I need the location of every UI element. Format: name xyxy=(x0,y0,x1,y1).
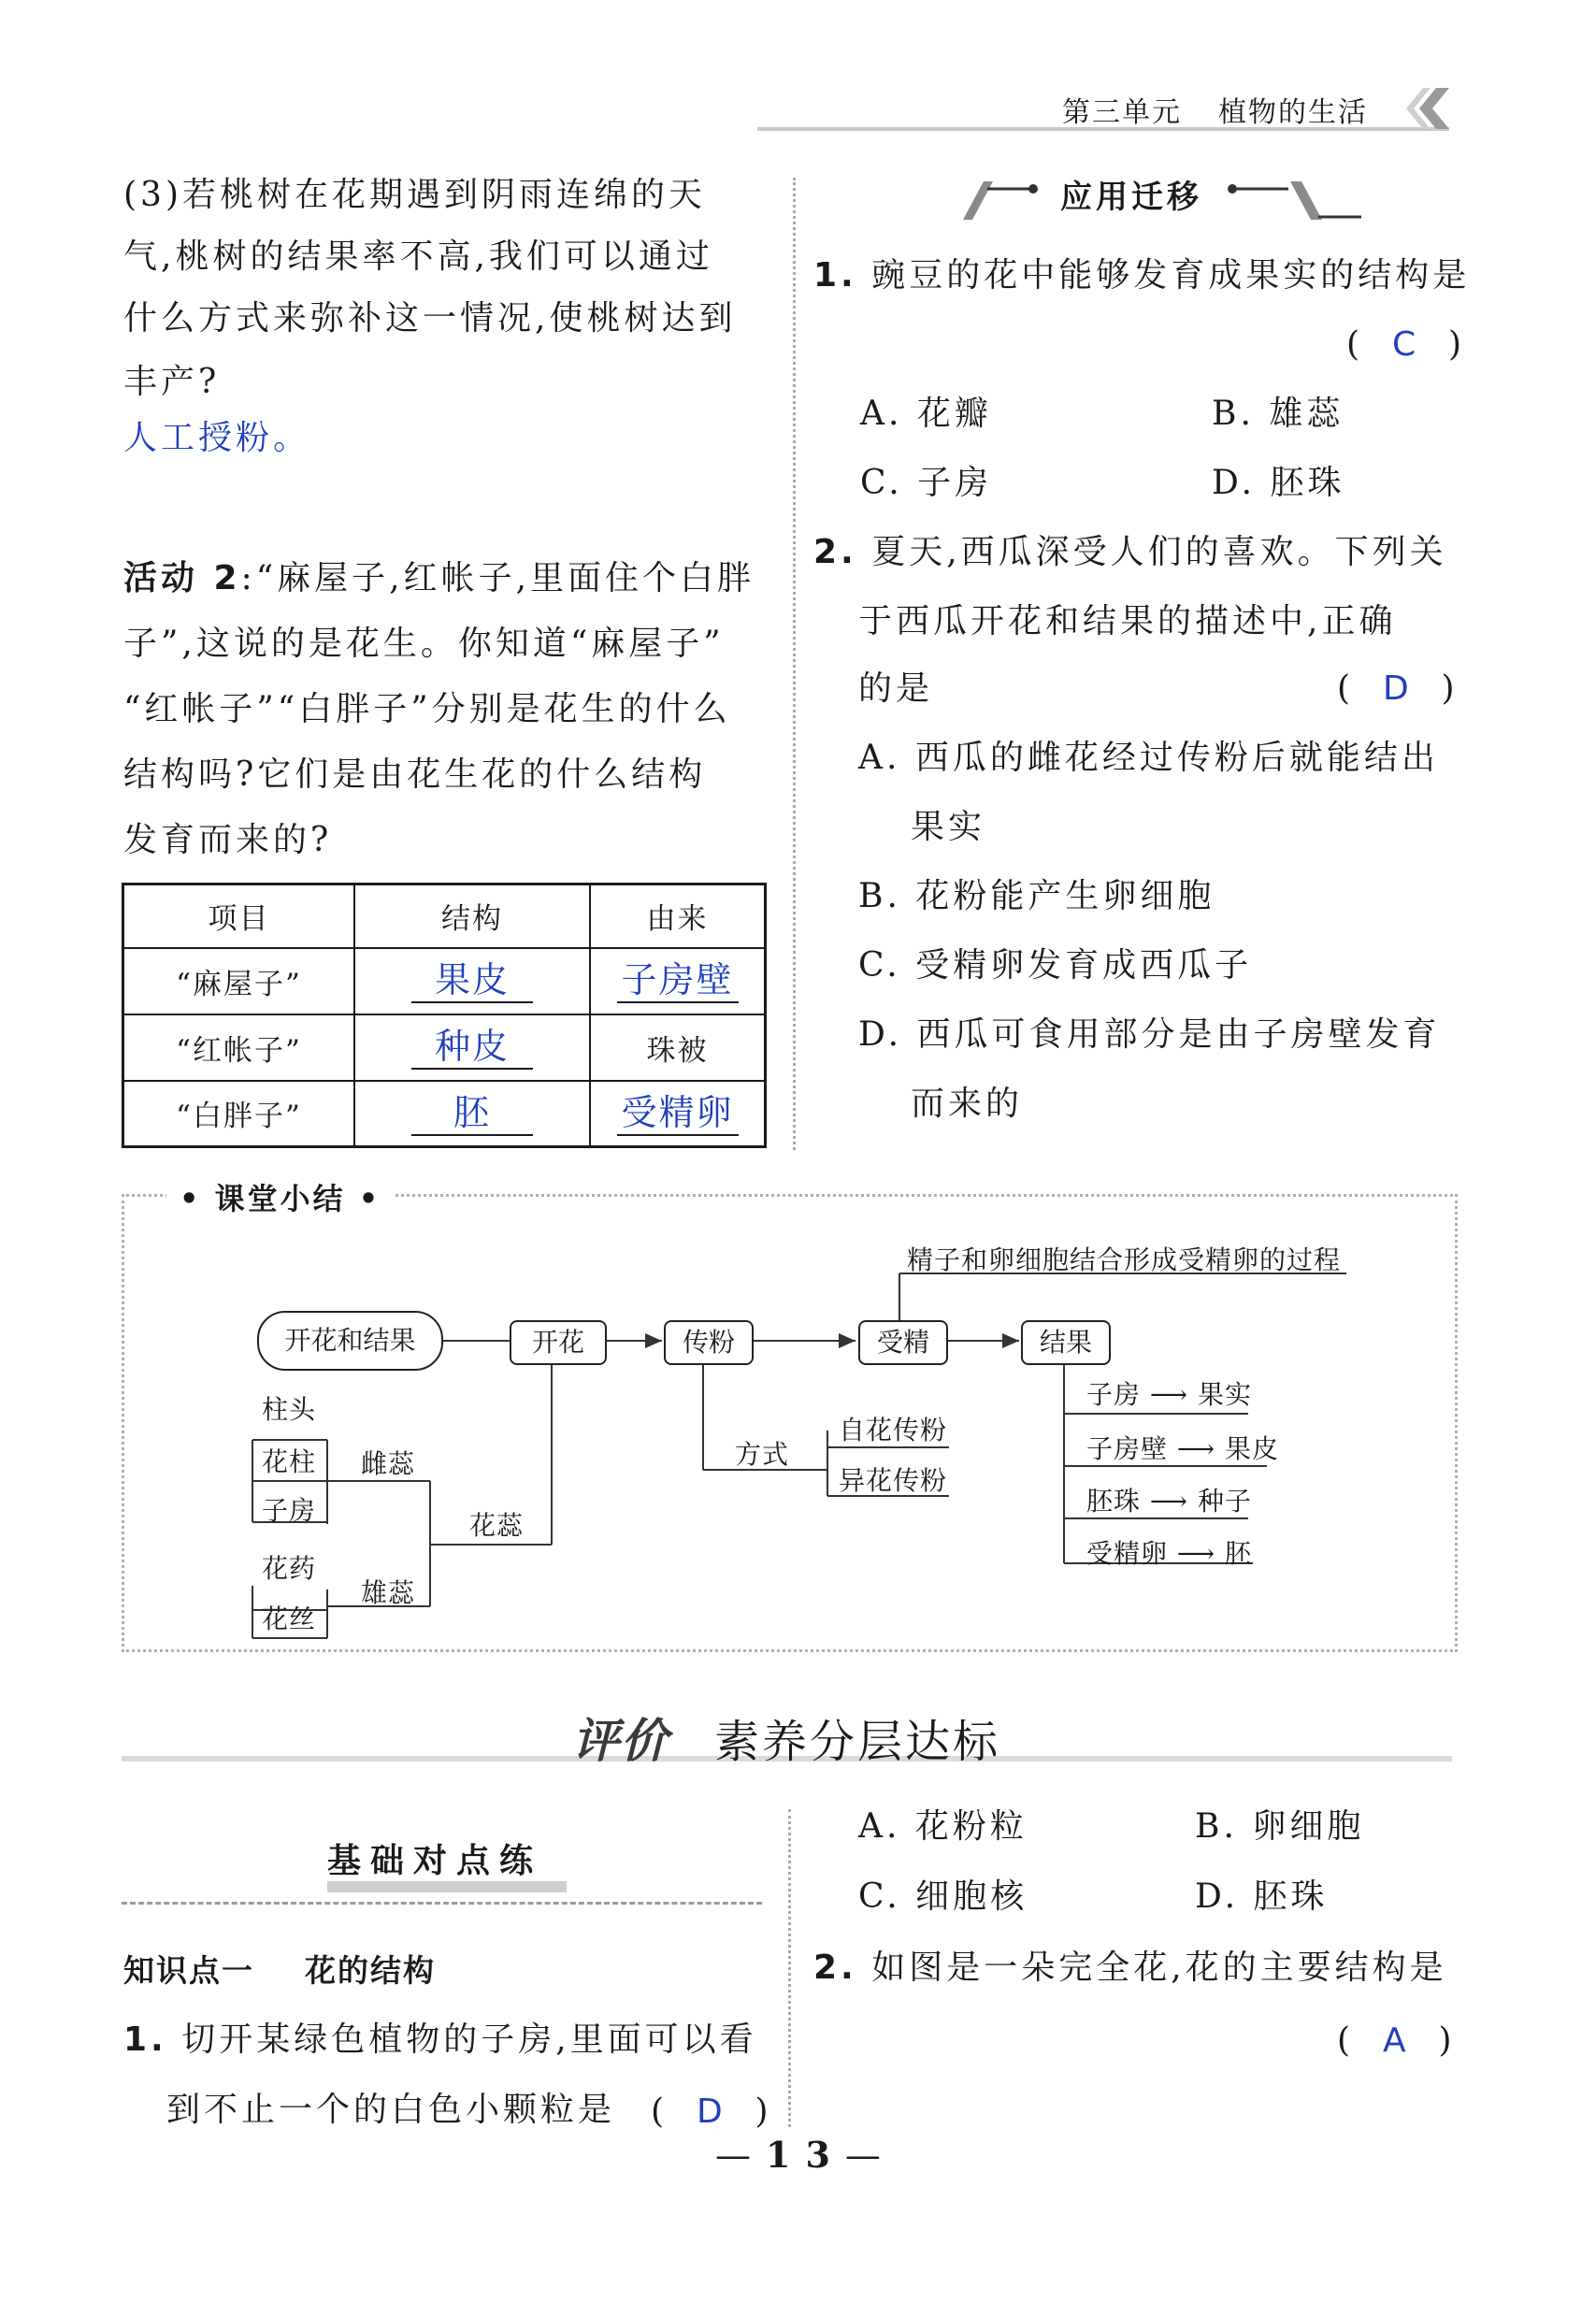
stamen-label: 雄蕊 xyxy=(361,1577,416,1608)
option: D. 西瓜可食用部分是由子房壁发育 xyxy=(858,1015,1441,1054)
diagram-root-node: 开花和结果 xyxy=(257,1311,443,1371)
question-stem: 于西瓜开花和结果的描述中,正确 xyxy=(858,602,1397,640)
page-number-dash: — xyxy=(715,2135,766,2176)
pollination-type: 自花传粉 xyxy=(839,1415,948,1445)
activity2-line: 发育而来的? xyxy=(123,821,333,859)
answer-choice: C xyxy=(1391,325,1420,364)
page-number: 13 xyxy=(766,2134,845,2176)
unit-label: 第三单元 xyxy=(1062,96,1182,129)
pistil-part: 花柱 xyxy=(262,1446,317,1477)
knowledge-point: 知识点一 花的结构 xyxy=(123,1952,436,1989)
stamen-part: 花药 xyxy=(262,1553,317,1584)
option: A. 西瓜的雌花经过传粉后就能结出 xyxy=(858,739,1439,777)
fruit-result: 子房 ⟶ 果实 xyxy=(1086,1379,1252,1410)
q3-line: 气,桃树的结果率不高,我们可以通过 xyxy=(123,237,713,276)
table-cell-item: “白胖子” xyxy=(123,1081,355,1147)
evaluation-word: 评价 xyxy=(572,1714,669,1768)
option: B. 花粉能产生卵细胞 xyxy=(858,877,1215,915)
eval-q2-stem xyxy=(813,1934,1447,2003)
page-number-dash: — xyxy=(844,2135,896,2176)
answer-fill: 子房壁 xyxy=(617,958,739,1003)
stamen-part: 花丝 xyxy=(262,1604,317,1634)
activity2-label: 活动 2 xyxy=(123,559,241,597)
practice-title: 基础对点练 xyxy=(327,1842,543,1880)
option: C. 受精卵发育成西瓜子 xyxy=(858,946,1253,985)
option: 而来的 xyxy=(911,1085,1024,1123)
answer-bracket: ( D ) xyxy=(1337,669,1459,708)
pollination-type: 异花传粉 xyxy=(839,1465,948,1496)
question-number: 2. xyxy=(813,533,857,571)
q3-line: 丰产? xyxy=(123,363,221,401)
fruit-result: 受精卵 ⟶ 胚 xyxy=(1086,1538,1252,1569)
question-stem: 的是 xyxy=(858,669,934,708)
activity2-line: 子”,这说的是花生。你知道“麻屋子” xyxy=(123,625,725,663)
question-stem: 豌豆的花中能够发育成果实的结构是 xyxy=(871,256,1471,295)
activity2-text: :“麻屋子,红帐子,里面住个白胖 xyxy=(240,559,755,597)
question-stem: 到不止一个的白色小颗粒是 xyxy=(166,2091,616,2129)
option: B. 雄蕊 xyxy=(1212,395,1344,433)
answer-fill: 种皮 xyxy=(411,1025,533,1070)
column-divider xyxy=(788,1809,791,2127)
activity2-line: 结构吗?它们是由花生花的什么结构 xyxy=(123,755,707,794)
answer-fill: 受精卵 xyxy=(617,1091,739,1136)
option: C. 细胞核 xyxy=(858,1877,1028,1916)
option: B. 卵细胞 xyxy=(1195,1807,1365,1846)
table-cell-item: “麻屋子” xyxy=(123,948,355,1014)
question-number: 1. xyxy=(813,256,857,295)
question-stem: 夏天,西瓜深受人们的喜欢。下列关 xyxy=(871,533,1447,571)
summary-title-text: 课堂小结 xyxy=(214,1181,346,1216)
activity2-line: “红帐子”“白胖子”分别是花生的什么 xyxy=(123,690,731,728)
practice-underline xyxy=(327,1881,567,1892)
q3-line: 什么方式来弥补这一情况,使桃树达到 xyxy=(123,299,737,338)
answer-choice: D xyxy=(696,2092,726,2131)
answer-choice: A xyxy=(1382,2021,1410,2060)
option: A. 花瓣 xyxy=(860,395,992,433)
pollination-method-label: 方式 xyxy=(735,1439,790,1470)
option: D. 胚珠 xyxy=(1212,464,1345,502)
table-cell-origin: 珠被 xyxy=(590,1014,766,1081)
diagram-node-pollination: 传粉 xyxy=(664,1320,754,1365)
answer-fill: 胚 xyxy=(411,1091,533,1136)
pistil-part: 子房 xyxy=(262,1495,317,1526)
question-stem: 切开某绿色植物的子房,里面可以看 xyxy=(181,2021,757,2059)
table-cell-item: “红帐子” xyxy=(123,1014,355,1081)
table-header: 结构 xyxy=(354,884,590,948)
pistil-label: 雌蕊 xyxy=(361,1448,416,1479)
q3-line: (3)若桃树在花期遇到阴雨连绵的天 xyxy=(123,176,706,214)
diagram-node-fruiting: 结果 xyxy=(1021,1320,1111,1365)
diagram-node-fertilization: 受精 xyxy=(858,1320,948,1365)
application-title: 应用迁移 xyxy=(1060,179,1202,216)
answer-fill: 果皮 xyxy=(411,958,533,1003)
answer-choice: D xyxy=(1382,669,1413,708)
chapter-label: 植物的生活 xyxy=(1218,96,1368,129)
option: A. 花粉粒 xyxy=(858,1807,1028,1846)
q3-answer: 人工授粉。 xyxy=(123,419,311,457)
fruit-result: 胚珠 ⟶ 种子 xyxy=(1086,1486,1252,1517)
answer-bracket: ( D ) xyxy=(651,2092,772,2131)
option: C. 子房 xyxy=(860,464,993,502)
evaluation-title: 素养分层达标 xyxy=(714,1716,1001,1768)
summary-title: • 课堂小结 • xyxy=(166,1175,394,1218)
answer-bracket: ( C ) xyxy=(1346,325,1466,364)
question-number: 1. xyxy=(123,2021,167,2059)
practice-divider xyxy=(122,1902,762,1905)
page-number-line xyxy=(715,2134,896,2176)
question-number: 2. xyxy=(813,1949,857,1987)
option: D. 胚珠 xyxy=(1195,1877,1329,1916)
fertilization-definition: 精子和卵细胞结合形成受精卵的过程 xyxy=(907,1244,1342,1275)
eval-q1-stem xyxy=(123,2006,757,2075)
answer-bracket: ( A ) xyxy=(1337,2021,1456,2060)
fruit-result: 子房壁 ⟶ 果皮 xyxy=(1086,1433,1279,1464)
diagram-node-flowering: 开花 xyxy=(510,1320,607,1365)
table-header: 项目 xyxy=(123,884,355,948)
option: 果实 xyxy=(911,808,986,846)
table-header: 由来 xyxy=(590,884,766,948)
question-stem: 如图是一朵完全花,花的主要结构是 xyxy=(871,1949,1447,1987)
pistil-part: 柱头 xyxy=(262,1394,317,1425)
stamen-pistil-label: 花蕊 xyxy=(469,1510,525,1541)
